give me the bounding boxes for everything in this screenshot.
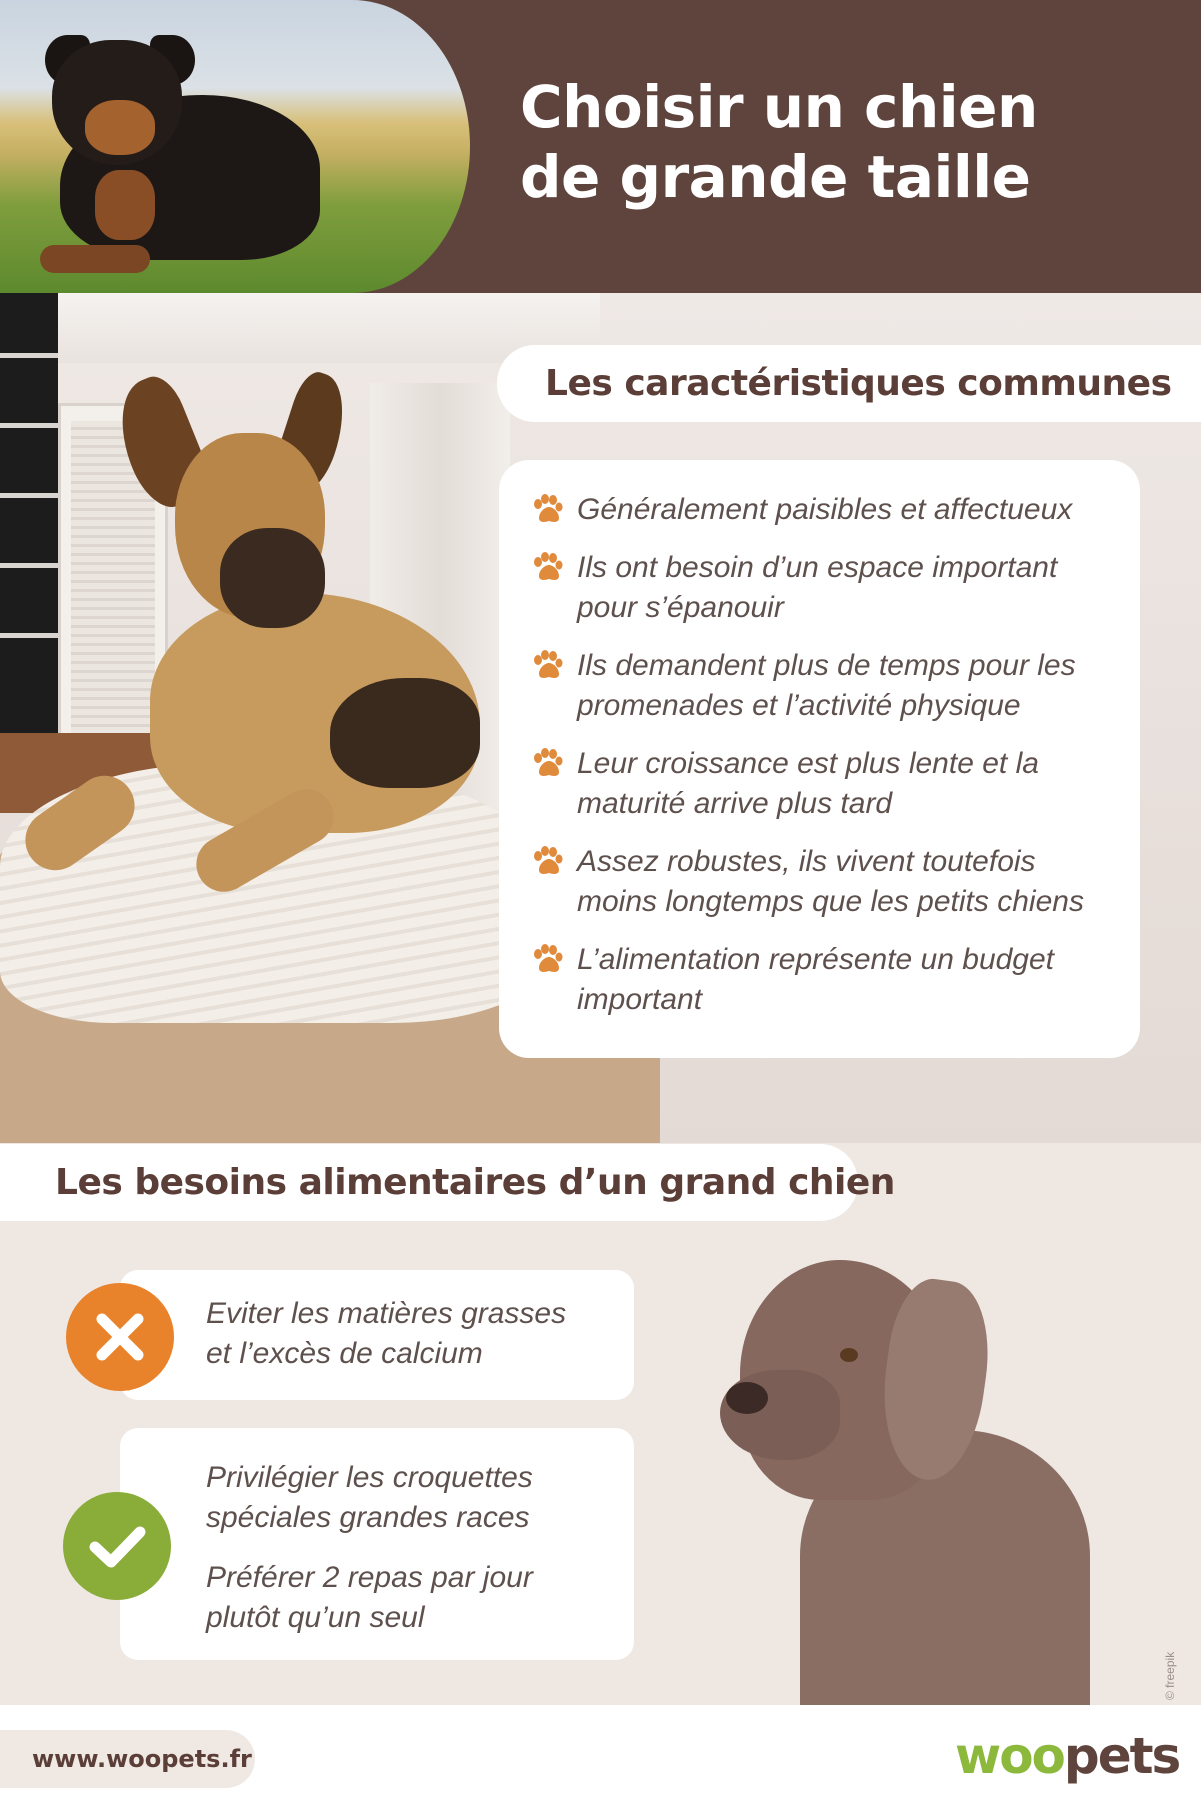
food-needs-heading: Les besoins alimentaires d’un grand chien xyxy=(55,1162,895,1203)
prefer-box xyxy=(120,1428,634,1660)
text-line: Assez robustes, ils vivent toutefois xyxy=(577,845,1036,878)
list-item-text xyxy=(577,842,1084,922)
website-url: www.woopets.fr xyxy=(32,1745,252,1773)
weimaraner-photo xyxy=(720,1260,1100,1705)
avoid-text xyxy=(206,1294,566,1374)
list-item xyxy=(529,940,1120,1020)
text-line: maturité arrive plus tard xyxy=(577,787,893,820)
text-line: Généralement paisibles et affectueux xyxy=(577,493,1073,526)
page-title xyxy=(520,72,1038,212)
header-banner xyxy=(0,0,1201,293)
list-item xyxy=(529,646,1120,726)
text-line: important xyxy=(577,983,703,1016)
text-line: spéciales grandes races xyxy=(206,1501,530,1534)
text-line: Ils demandent plus de temps pour les xyxy=(577,649,1076,682)
list-item xyxy=(529,490,1120,530)
prefer-badge xyxy=(63,1492,171,1600)
characteristics-heading: Les caractéristiques communes xyxy=(545,363,1172,404)
prefer-text-1 xyxy=(206,1458,533,1538)
dog-muzzle xyxy=(85,100,155,155)
woopets-logo[interactable] xyxy=(955,1727,1179,1785)
paw-icon xyxy=(529,746,565,782)
dog-muzzle xyxy=(220,528,325,628)
shelf-line xyxy=(0,493,58,498)
footer xyxy=(0,1705,1201,1812)
list-item xyxy=(529,842,1120,922)
shelf xyxy=(0,293,58,773)
prefer-text-2 xyxy=(206,1558,533,1638)
shelf-line xyxy=(0,353,58,358)
list-item-text xyxy=(577,940,1054,1020)
dog-saddle xyxy=(330,678,480,788)
title-line-1: Choisir un chien xyxy=(520,73,1038,141)
text-line: et l’excès de calcium xyxy=(206,1337,483,1370)
logo-pets: pets xyxy=(1063,1727,1180,1785)
website-link[interactable] xyxy=(0,1730,255,1788)
list-item-text xyxy=(577,548,1057,628)
paw-icon xyxy=(529,844,565,880)
dog-chest xyxy=(95,170,155,240)
shelf-line xyxy=(0,633,58,638)
dog-eye xyxy=(840,1348,858,1362)
food-needs-heading-pill xyxy=(0,1144,895,1221)
paw-icon xyxy=(529,550,565,586)
list-item-text xyxy=(577,646,1076,726)
paw-icon xyxy=(529,648,565,684)
text-line: Eviter les matières grasses xyxy=(206,1297,567,1330)
text-line: Leur croissance est plus lente et la xyxy=(577,747,1039,780)
cross-icon xyxy=(66,1283,174,1391)
shelf-line xyxy=(0,423,58,428)
dog-paws xyxy=(40,245,150,273)
check-icon xyxy=(63,1492,171,1600)
list-item-text xyxy=(577,744,1039,824)
text-line: moins longtemps que les petits chiens xyxy=(577,885,1084,918)
rottweiler-photo xyxy=(0,0,470,293)
avoid-badge xyxy=(66,1283,174,1391)
text-line: L’alimentation représente un budget xyxy=(577,943,1055,976)
list-item xyxy=(529,548,1120,628)
photo-credit: © freepik xyxy=(1163,1651,1177,1700)
paw-icon xyxy=(529,942,565,978)
text-line: pour s’épanouir xyxy=(577,591,784,624)
logo-woo: woo xyxy=(955,1727,1064,1785)
avoid-box xyxy=(120,1270,634,1400)
paw-icon xyxy=(529,492,565,528)
text-line: plutôt qu’un seul xyxy=(206,1601,425,1634)
characteristics-heading-pill xyxy=(497,345,1201,422)
text-line: Préférer 2 repas par jour xyxy=(206,1561,533,1594)
title-line-2: de grande taille xyxy=(520,143,1031,211)
list-item xyxy=(529,744,1120,824)
shelf-line xyxy=(0,563,58,568)
list-item-text xyxy=(577,490,1072,530)
text-line: Privilégier les croquettes xyxy=(206,1461,533,1494)
dog-nose xyxy=(726,1382,768,1414)
characteristics-card xyxy=(499,460,1140,1058)
text-line: promenades et l’activité physique xyxy=(577,689,1021,722)
text-line: Ils ont besoin d’un espace important xyxy=(577,551,1058,584)
